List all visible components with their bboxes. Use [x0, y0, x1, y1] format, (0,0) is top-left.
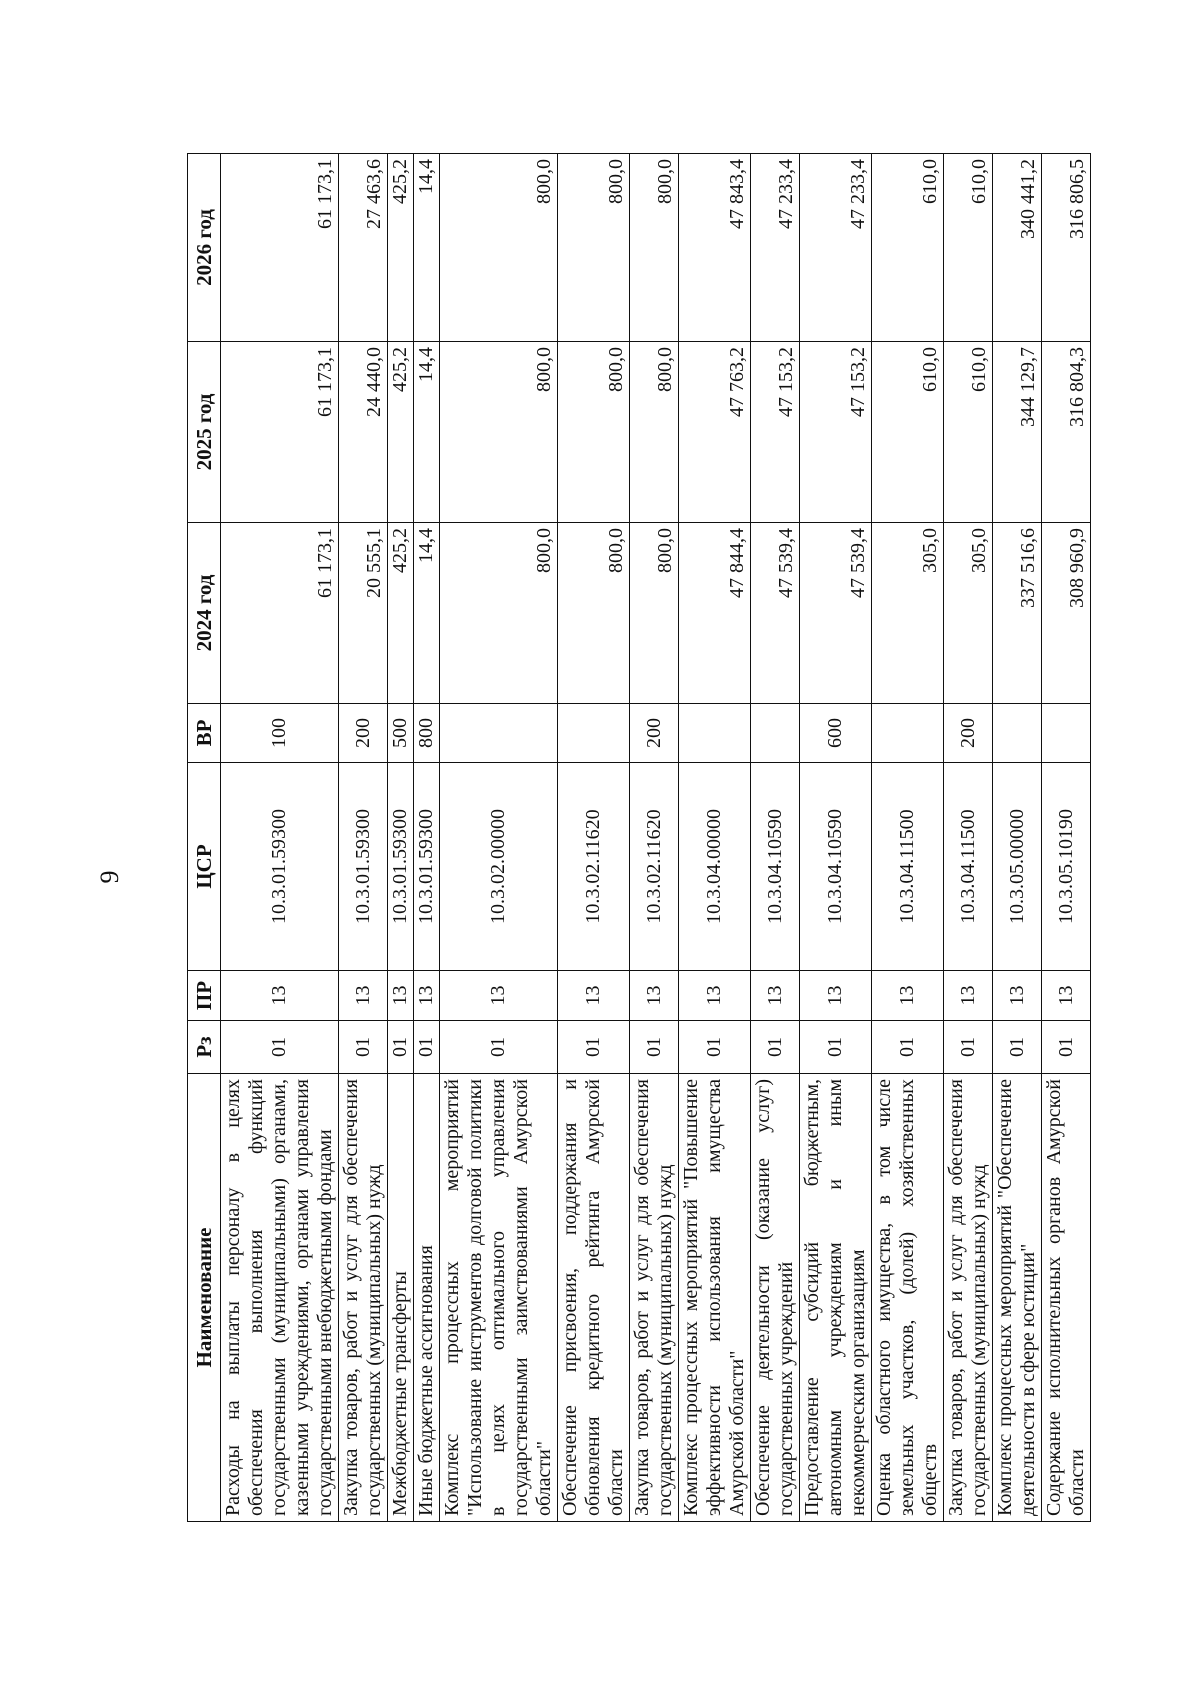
- cell-vr: [558, 704, 630, 763]
- col-header-name: Наименование: [188, 1074, 221, 1522]
- table-row: [679, 154, 751, 1522]
- cell-rz: 01: [630, 1021, 679, 1074]
- cell-2025: 425,2: [388, 342, 414, 523]
- cell-name: Комплекс процессных мероприятий "Обеспечение деятельности в сфере юстиции": [993, 1074, 1042, 1522]
- cell-pr: 13: [800, 971, 872, 1021]
- cell-2025: 800,0: [440, 342, 558, 523]
- cell-rz: 01: [440, 1021, 558, 1074]
- col-header-2026: 2026 год: [188, 154, 221, 342]
- cell-rz: 01: [1042, 1021, 1091, 1074]
- cell-csr: 10.3.02.11620: [558, 763, 630, 971]
- cell-pr: 13: [944, 971, 993, 1021]
- cell-2026: 27 463,6: [339, 154, 388, 342]
- cell-pr: 13: [414, 971, 440, 1021]
- cell-2025: 610,0: [944, 342, 993, 523]
- cell-pr: 13: [440, 971, 558, 1021]
- cell-2024: 305,0: [872, 523, 944, 704]
- table-row: [440, 154, 558, 1522]
- cell-vr: [751, 704, 800, 763]
- cell-rz: 01: [751, 1021, 800, 1074]
- cell-2026: 47 233,4: [751, 154, 800, 342]
- cell-pr: 13: [339, 971, 388, 1021]
- cell-rz: 01: [414, 1021, 440, 1074]
- cell-pr: 13: [221, 971, 339, 1021]
- cell-vr: [993, 704, 1042, 763]
- cell-vr: 200: [944, 704, 993, 763]
- cell-rz: 01: [872, 1021, 944, 1074]
- cell-rz: 01: [388, 1021, 414, 1074]
- cell-vr: 200: [630, 704, 679, 763]
- cell-2024: 800,0: [440, 523, 558, 704]
- table-row: [630, 154, 679, 1522]
- cell-name: Расходы на выплаты персоналу в целях обеспечения выполнения функций государственными (муниципальными) органами, казенными учреждениями, органами управления государственными внебюджетными фондами: [221, 1074, 339, 1522]
- cell-name: Обеспечение деятельности (оказание услуг) государственных учреждений: [751, 1074, 800, 1522]
- table-row: [944, 154, 993, 1522]
- table-row: [800, 154, 872, 1522]
- cell-2024: 337 516,6: [993, 523, 1042, 704]
- col-header-rz: Рз: [188, 1021, 221, 1074]
- cell-2026: 47 843,4: [679, 154, 751, 342]
- table-row: [414, 154, 440, 1522]
- cell-2024: 800,0: [558, 523, 630, 704]
- cell-csr: 10.3.01.59300: [221, 763, 339, 971]
- cell-vr: 200: [339, 704, 388, 763]
- cell-name: Закупка товаров, работ и услуг для обеспечения государственных (муниципальных) нужд: [339, 1074, 388, 1522]
- cell-vr: 600: [800, 704, 872, 763]
- table-header-row: [188, 154, 221, 1522]
- cell-rz: 01: [339, 1021, 388, 1074]
- cell-name: Межбюджетные трансферты: [388, 1074, 414, 1522]
- cell-vr: 800: [414, 704, 440, 763]
- cell-pr: 13: [679, 971, 751, 1021]
- col-header-vr: ВР: [188, 704, 221, 763]
- table-row: [872, 154, 944, 1522]
- cell-2026: 800,0: [558, 154, 630, 342]
- cell-vr: [1042, 704, 1091, 763]
- cell-rz: 01: [944, 1021, 993, 1074]
- cell-2026: 316 806,5: [1042, 154, 1091, 342]
- cell-name: Закупка товаров, работ и услуг для обеспечения государственных (муниципальных) нужд: [630, 1074, 679, 1522]
- cell-2026: 610,0: [944, 154, 993, 342]
- cell-csr: 10.3.02.00000: [440, 763, 558, 971]
- cell-2025: 47 153,2: [751, 342, 800, 523]
- cell-2026: 14,4: [414, 154, 440, 342]
- cell-2025: 61 173,1: [221, 342, 339, 523]
- cell-2025: 24 440,0: [339, 342, 388, 523]
- cell-2026: 800,0: [630, 154, 679, 342]
- cell-rz: 01: [221, 1021, 339, 1074]
- col-header-pr: ПР: [188, 971, 221, 1021]
- cell-vr: [440, 704, 558, 763]
- cell-pr: 13: [558, 971, 630, 1021]
- cell-csr: 10.3.04.11500: [944, 763, 993, 971]
- cell-2026: 610,0: [872, 154, 944, 342]
- cell-csr: 10.3.05.10190: [1042, 763, 1091, 971]
- cell-csr: 10.3.05.00000: [993, 763, 1042, 971]
- cell-name: Иные бюджетные ассигнования: [414, 1074, 440, 1522]
- cell-rz: 01: [800, 1021, 872, 1074]
- cell-2025: 344 129,7: [993, 342, 1042, 523]
- cell-pr: 13: [388, 971, 414, 1021]
- cell-vr: [872, 704, 944, 763]
- cell-rz: 01: [993, 1021, 1042, 1074]
- cell-2026: 800,0: [440, 154, 558, 342]
- cell-2026: 340 441,2: [993, 154, 1042, 342]
- table-row: [751, 154, 800, 1522]
- cell-csr: 10.3.04.10590: [751, 763, 800, 971]
- cell-2024: 308 960,9: [1042, 523, 1091, 704]
- cell-name: Предоставление субсидий бюджетным, автономным учреждениям и иным некоммерческим организациям: [800, 1074, 872, 1522]
- table-row: [221, 154, 339, 1522]
- cell-csr: 10.3.04.00000: [679, 763, 751, 971]
- page-number: 9: [95, 870, 124, 884]
- cell-csr: 10.3.04.11500: [872, 763, 944, 971]
- cell-2024: 47 844,4: [679, 523, 751, 704]
- cell-vr: 500: [388, 704, 414, 763]
- cell-2024: 47 539,4: [800, 523, 872, 704]
- cell-2025: 14,4: [414, 342, 440, 523]
- cell-rz: 01: [679, 1021, 751, 1074]
- cell-2025: 800,0: [630, 342, 679, 523]
- cell-csr: 10.3.02.11620: [630, 763, 679, 971]
- cell-name: Комплекс процессных мероприятий "Повышение эффективности использования имущества Амурской области": [679, 1074, 751, 1522]
- cell-2025: 800,0: [558, 342, 630, 523]
- cell-vr: 100: [221, 704, 339, 763]
- col-header-csr: ЦСР: [188, 763, 221, 971]
- table-row: [1042, 154, 1091, 1522]
- cell-2024: 800,0: [630, 523, 679, 704]
- col-header-2025: 2025 год: [188, 342, 221, 523]
- cell-name: Оценка областного имущества, в том числе земельных участков, (долей) хозяйственных обществ: [872, 1074, 944, 1522]
- cell-csr: 10.3.01.59300: [414, 763, 440, 971]
- cell-2024: 14,4: [414, 523, 440, 704]
- cell-csr: 10.3.01.59300: [339, 763, 388, 971]
- cell-pr: 13: [630, 971, 679, 1021]
- cell-pr: 13: [751, 971, 800, 1021]
- table-row: [388, 154, 414, 1522]
- cell-2025: 610,0: [872, 342, 944, 523]
- cell-vr: [679, 704, 751, 763]
- cell-2026: 61 173,1: [221, 154, 339, 342]
- cell-2026: 47 233,4: [800, 154, 872, 342]
- cell-2025: 316 804,3: [1042, 342, 1091, 523]
- cell-csr: 10.3.04.10590: [800, 763, 872, 971]
- cell-rz: 01: [558, 1021, 630, 1074]
- cell-pr: 13: [1042, 971, 1091, 1021]
- cell-pr: 13: [872, 971, 944, 1021]
- cell-name: Закупка товаров, работ и услуг для обеспечения государственных (муниципальных) нужд: [944, 1074, 993, 1522]
- table-row: [993, 154, 1042, 1522]
- cell-2025: 47 763,2: [679, 342, 751, 523]
- cell-2025: 47 153,2: [800, 342, 872, 523]
- cell-2024: 47 539,4: [751, 523, 800, 704]
- cell-name: Обеспечение присвоения, поддержания и обновления кредитного рейтинга Амурской области: [558, 1074, 630, 1522]
- cell-name: Комплекс процессных мероприятий "Использование инструментов долговой политики в целях оптимального управления государственными заимствованиями Амурской области": [440, 1074, 558, 1522]
- cell-pr: 13: [993, 971, 1042, 1021]
- budget-table-container: [187, 154, 1088, 1522]
- table-row: [558, 154, 630, 1522]
- cell-name: Содержание исполнительных органов Амурской области: [1042, 1074, 1091, 1522]
- cell-2026: 425,2: [388, 154, 414, 342]
- cell-2024: 61 173,1: [221, 523, 339, 704]
- cell-2024: 20 555,1: [339, 523, 388, 704]
- cell-2024: 425,2: [388, 523, 414, 704]
- cell-2024: 305,0: [944, 523, 993, 704]
- col-header-2024: 2024 год: [188, 523, 221, 704]
- budget-table: [187, 153, 1091, 1522]
- cell-csr: 10.3.01.59300: [388, 763, 414, 971]
- table-row: [339, 154, 388, 1522]
